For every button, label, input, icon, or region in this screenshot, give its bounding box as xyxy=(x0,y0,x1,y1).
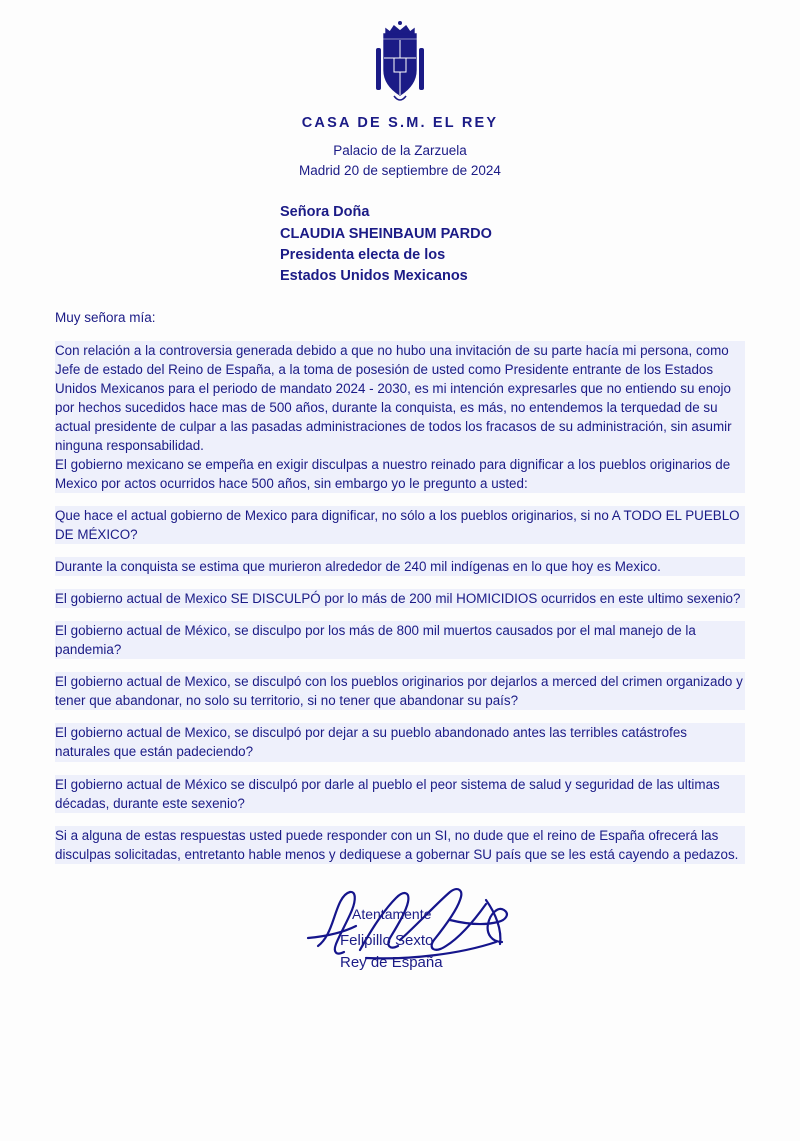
body-paragraph-2: El gobierno mexicano se empeña en exigir disculpas a nuestro reinado para dignificar a los pueblos originarios de Mexico por actos ocurridos hace 500 años, sin embargo yo le pregunto a usted: xyxy=(55,455,745,493)
body-paragraph-10: Si a alguna de estas respuestas usted puede responder con un SI, no dude que el reino de España ofrecerá las disculpas solicitadas, entretanto hable menos y dediquese a gobernar SU país que se les está cayendo a pedazos. xyxy=(55,826,745,864)
signer-title: Rey de España xyxy=(340,954,443,972)
body-paragraph-5: El gobierno actual de Mexico SE DISCULPÓ por lo más de 200 mil HOMICIDIOS ocurridos en este ultimo sexenio? xyxy=(55,589,745,608)
body-paragraph-8: El gobierno actual de Mexico, se disculpó por dejar a su pueblo abandonado antes las terribles catástrofes naturales que están padeciendo? xyxy=(55,723,745,761)
royal-coat-of-arms-icon xyxy=(364,18,436,106)
salutation: Muy señora mía: xyxy=(55,309,156,325)
letter-body xyxy=(55,341,745,864)
body-paragraph-1: Con relación a la controversia generada debido a que no hubo una invitación de su parte hacía mi persona, como Jefe de estado del Reino de España, a la toma de posesión de usted como Presidente entrante de los Estados Unidos Mexicanos para el periodo de mandato 2024 - 2030, es mi intención expresarles que no entiendo su enojo por hechos sucedidos hace mas de 500 años, durante la conquista, es más, no entendemos la terquedad de su actual presidente de culpar a las pasadas administraciones de todos los fracasos de su administración, sin asumir ninguna responsabilidad. xyxy=(55,341,745,455)
letterhead-date: Madrid 20 de septiembre de 2024 xyxy=(299,162,501,178)
addressee-line-4: Estados Unidos Mexicanos xyxy=(280,268,468,285)
closing-atentamente: Atentamente xyxy=(352,905,432,922)
crest-container xyxy=(0,18,800,111)
letterhead-place: Palacio de la Zarzuela xyxy=(333,143,467,158)
letterhead xyxy=(0,115,800,180)
signer-info xyxy=(340,930,443,975)
addressee-block xyxy=(280,202,800,288)
addressee-line-2: CLAUDIA SHEINBAUM PARDO xyxy=(280,225,492,242)
body-paragraph-3: Que hace el actual gobierno de Mexico para dignificar, no sólo a los pueblos originarios, si no A TODO EL PUEBLO DE MÉXICO? xyxy=(55,506,745,544)
addressee-line-1: Señora Doña xyxy=(280,204,370,221)
body-paragraph-7: El gobierno actual de Mexico, se disculpó con los pueblos originarios por dejarlos a merced del crimen organizado y tener que abandonar, no solo su territorio, si no tener que abandonar su país? xyxy=(55,672,745,710)
signature-block xyxy=(0,890,800,1030)
addressee-line-3: Presidenta electa de los xyxy=(280,247,446,264)
body-paragraph-4: Durante la conquista se estima que murieron alrededor de 240 mil indígenas en lo que hoy es Mexico. xyxy=(55,557,745,576)
body-paragraph-9: El gobierno actual de México se disculpó por darle al pueblo el peor sistema de salud y seguridad de las ultimas décadas, durante este sexenio? xyxy=(55,775,745,813)
letterhead-title: CASA DE S.M. EL REY xyxy=(301,115,499,131)
body-paragraph-6: El gobierno actual de México, se disculpo por los más de 800 mil muertos causados por el mal manejo de la pandemia? xyxy=(55,621,745,659)
signer-name: Felipillo Sexto xyxy=(340,931,434,949)
